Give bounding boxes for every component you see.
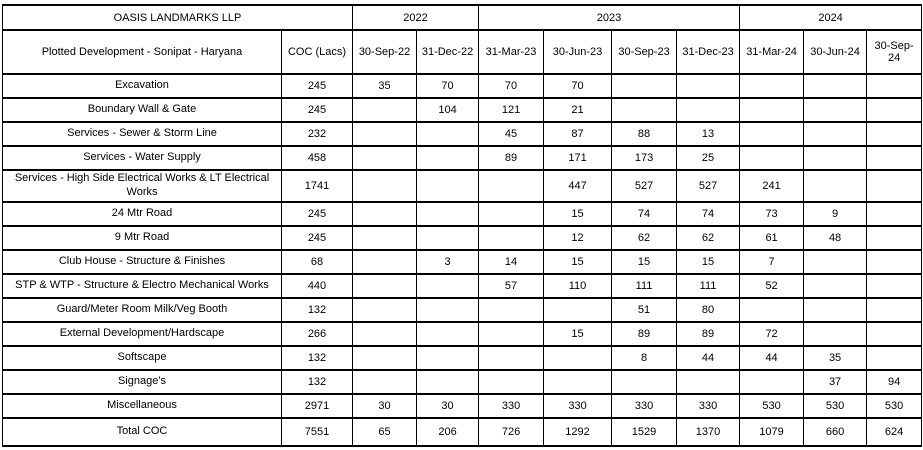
period-value <box>417 322 479 346</box>
period-value <box>804 170 867 202</box>
coc-value: 132 <box>282 298 353 322</box>
period-value: 37 <box>804 370 867 394</box>
row-label: 9 Mtr Road <box>3 226 282 250</box>
column-header-row <box>3 30 922 74</box>
period-value: 44 <box>677 346 740 370</box>
row-label: Services - Water Supply <box>3 146 282 170</box>
project-title: Plotted Development - Sonipat - Haryana <box>3 30 282 74</box>
period-value <box>479 226 544 250</box>
period-value <box>740 122 804 146</box>
year-group-2022: 2022 <box>353 5 479 30</box>
period-value <box>740 146 804 170</box>
period-value <box>417 274 479 298</box>
period-value: 1292 <box>544 418 612 446</box>
coc-column-header: COC (Lacs) <box>282 30 353 74</box>
period-value <box>417 346 479 370</box>
coc-value: 245 <box>282 202 353 226</box>
period-value <box>867 298 922 322</box>
date-column-header: 30-Sep-23 <box>612 30 677 74</box>
row-label: Excavation <box>3 74 282 98</box>
period-value <box>867 346 922 370</box>
period-value <box>353 370 417 394</box>
period-value <box>804 74 867 98</box>
coc-value: 7551 <box>282 418 353 446</box>
period-value <box>417 202 479 226</box>
period-value: 35 <box>804 346 867 370</box>
coc-value: 232 <box>282 122 353 146</box>
period-value: 110 <box>544 274 612 298</box>
period-value <box>612 370 677 394</box>
period-value: 1079 <box>740 418 804 446</box>
row-label: Boundary Wall & Gate <box>3 98 282 122</box>
period-value: 30 <box>417 394 479 418</box>
coc-value: 1741 <box>282 170 353 202</box>
table-row <box>3 346 922 370</box>
period-value: 8 <box>612 346 677 370</box>
period-value <box>417 170 479 202</box>
row-label: Signage’s <box>3 370 282 394</box>
row-label: Services - Sewer & Storm Line <box>3 122 282 146</box>
coc-value: 68 <box>282 250 353 274</box>
coc-value: 132 <box>282 346 353 370</box>
row-label: Total COC <box>3 418 282 446</box>
coc-value: 245 <box>282 226 353 250</box>
period-value: 51 <box>612 298 677 322</box>
period-value: 726 <box>479 418 544 446</box>
period-value <box>544 370 612 394</box>
period-value <box>740 298 804 322</box>
table-row <box>3 394 922 418</box>
coc-value: 2971 <box>282 394 353 418</box>
period-value: 44 <box>740 346 804 370</box>
table-row <box>3 170 922 202</box>
date-column-header: 30-Sep-24 <box>867 30 922 74</box>
period-value: 3 <box>417 250 479 274</box>
table-row <box>3 250 922 274</box>
period-value: 15 <box>544 202 612 226</box>
period-value <box>353 250 417 274</box>
period-value: 94 <box>867 370 922 394</box>
coc-table-body <box>3 74 922 446</box>
period-value: 241 <box>740 170 804 202</box>
period-value: 206 <box>417 418 479 446</box>
table-row <box>3 74 922 98</box>
period-value <box>867 250 922 274</box>
period-value <box>804 146 867 170</box>
period-value <box>417 226 479 250</box>
period-value: 15 <box>544 322 612 346</box>
coc-value: 440 <box>282 274 353 298</box>
period-value <box>353 346 417 370</box>
period-value <box>804 298 867 322</box>
table-row <box>3 274 922 298</box>
period-value <box>740 98 804 122</box>
period-value: 330 <box>479 394 544 418</box>
period-value <box>612 74 677 98</box>
period-value: 74 <box>677 202 740 226</box>
period-value: 61 <box>740 226 804 250</box>
period-value <box>867 226 922 250</box>
period-value <box>740 74 804 98</box>
table-row <box>3 322 922 346</box>
table-row <box>3 298 922 322</box>
period-value: 35 <box>353 74 417 98</box>
period-value <box>353 322 417 346</box>
period-value <box>867 274 922 298</box>
row-label: Guard/Meter Room Milk/Veg Booth <box>3 298 282 322</box>
period-value <box>353 202 417 226</box>
period-value <box>867 122 922 146</box>
date-column-header: 31-Dec-22 <box>417 30 479 74</box>
period-value <box>353 170 417 202</box>
table-row <box>3 98 922 122</box>
period-value: 70 <box>417 74 479 98</box>
period-value <box>867 98 922 122</box>
row-label: Club House - Structure & Finishes <box>3 250 282 274</box>
period-value <box>417 298 479 322</box>
table-row <box>3 122 922 146</box>
date-column-header: 31-Dec-23 <box>677 30 740 74</box>
year-header-row <box>3 5 922 30</box>
period-value: 15 <box>677 250 740 274</box>
period-value <box>867 202 922 226</box>
period-value <box>867 170 922 202</box>
period-value: 87 <box>544 122 612 146</box>
period-value: 89 <box>479 146 544 170</box>
period-value: 527 <box>677 170 740 202</box>
period-value: 624 <box>867 418 922 446</box>
period-value: 1370 <box>677 418 740 446</box>
coc-value: 245 <box>282 74 353 98</box>
period-value: 15 <box>544 250 612 274</box>
period-value: 89 <box>612 322 677 346</box>
date-column-header: 30-Jun-23 <box>544 30 612 74</box>
period-value <box>677 98 740 122</box>
period-value: 330 <box>612 394 677 418</box>
date-column-header: 31-Mar-23 <box>479 30 544 74</box>
period-value: 73 <box>740 202 804 226</box>
coc-value: 458 <box>282 146 353 170</box>
period-value: 15 <box>612 250 677 274</box>
period-value <box>867 74 922 98</box>
period-value <box>677 74 740 98</box>
period-value: 12 <box>544 226 612 250</box>
period-value: 121 <box>479 98 544 122</box>
period-value: 70 <box>479 74 544 98</box>
period-value <box>353 274 417 298</box>
period-value: 80 <box>677 298 740 322</box>
period-value <box>479 322 544 346</box>
coc-schedule-sheet <box>2 4 922 447</box>
period-value <box>804 250 867 274</box>
period-value <box>353 226 417 250</box>
period-value: 330 <box>677 394 740 418</box>
table-row <box>3 146 922 170</box>
period-value <box>612 98 677 122</box>
row-label: Miscellaneous <box>3 394 282 418</box>
period-value <box>544 298 612 322</box>
year-group-2024: 2024 <box>740 5 922 30</box>
period-value <box>417 370 479 394</box>
period-value <box>804 98 867 122</box>
table-row <box>3 202 922 226</box>
period-value: 111 <box>612 274 677 298</box>
period-value: 660 <box>804 418 867 446</box>
period-value <box>867 146 922 170</box>
period-value <box>479 202 544 226</box>
period-value: 173 <box>612 146 677 170</box>
date-column-header: 31-Mar-24 <box>740 30 804 74</box>
period-value: 52 <box>740 274 804 298</box>
period-value: 530 <box>740 394 804 418</box>
period-value <box>479 170 544 202</box>
coc-value: 245 <box>282 98 353 122</box>
row-label: STP & WTP - Structure & Electro Mechanical Works <box>3 274 282 298</box>
period-value <box>417 146 479 170</box>
period-value <box>353 98 417 122</box>
period-value <box>353 298 417 322</box>
period-value: 25 <box>677 146 740 170</box>
period-value: 447 <box>544 170 612 202</box>
period-value: 530 <box>804 394 867 418</box>
period-value: 72 <box>740 322 804 346</box>
period-value: 89 <box>677 322 740 346</box>
date-column-header: 30-Sep-22 <box>353 30 417 74</box>
period-value <box>804 274 867 298</box>
period-value: 74 <box>612 202 677 226</box>
coc-value: 132 <box>282 370 353 394</box>
company-title: OASIS LANDMARKS LLP <box>3 5 353 30</box>
row-label: Softscape <box>3 346 282 370</box>
period-value: 9 <box>804 202 867 226</box>
table-row <box>3 226 922 250</box>
period-value <box>804 122 867 146</box>
period-value: 62 <box>612 226 677 250</box>
period-value <box>353 146 417 170</box>
period-value: 70 <box>544 74 612 98</box>
period-value: 104 <box>417 98 479 122</box>
period-value: 21 <box>544 98 612 122</box>
period-value <box>804 322 867 346</box>
date-column-header: 30-Jun-24 <box>804 30 867 74</box>
period-value <box>677 370 740 394</box>
total-row <box>3 418 922 446</box>
period-value: 45 <box>479 122 544 146</box>
period-value: 1529 <box>612 418 677 446</box>
period-value <box>353 122 417 146</box>
period-value <box>479 298 544 322</box>
period-value: 57 <box>479 274 544 298</box>
row-label: 24 Mtr Road <box>3 202 282 226</box>
period-value: 171 <box>544 146 612 170</box>
period-value: 62 <box>677 226 740 250</box>
period-value <box>867 322 922 346</box>
period-value <box>740 370 804 394</box>
period-value: 111 <box>677 274 740 298</box>
row-label: Services - High Side Electrical Works & LT Electrical Works <box>3 170 282 202</box>
period-value: 14 <box>479 250 544 274</box>
period-value: 7 <box>740 250 804 274</box>
period-value: 30 <box>353 394 417 418</box>
period-value: 48 <box>804 226 867 250</box>
period-value: 65 <box>353 418 417 446</box>
period-value: 530 <box>867 394 922 418</box>
coc-table <box>2 4 922 447</box>
period-value <box>417 122 479 146</box>
period-value <box>479 346 544 370</box>
period-value <box>479 370 544 394</box>
period-value <box>544 346 612 370</box>
period-value: 13 <box>677 122 740 146</box>
period-value: 330 <box>544 394 612 418</box>
table-row <box>3 370 922 394</box>
year-group-2023: 2023 <box>479 5 740 30</box>
coc-value: 266 <box>282 322 353 346</box>
period-value: 88 <box>612 122 677 146</box>
row-label: External Development/Hardscape <box>3 322 282 346</box>
period-value: 527 <box>612 170 677 202</box>
